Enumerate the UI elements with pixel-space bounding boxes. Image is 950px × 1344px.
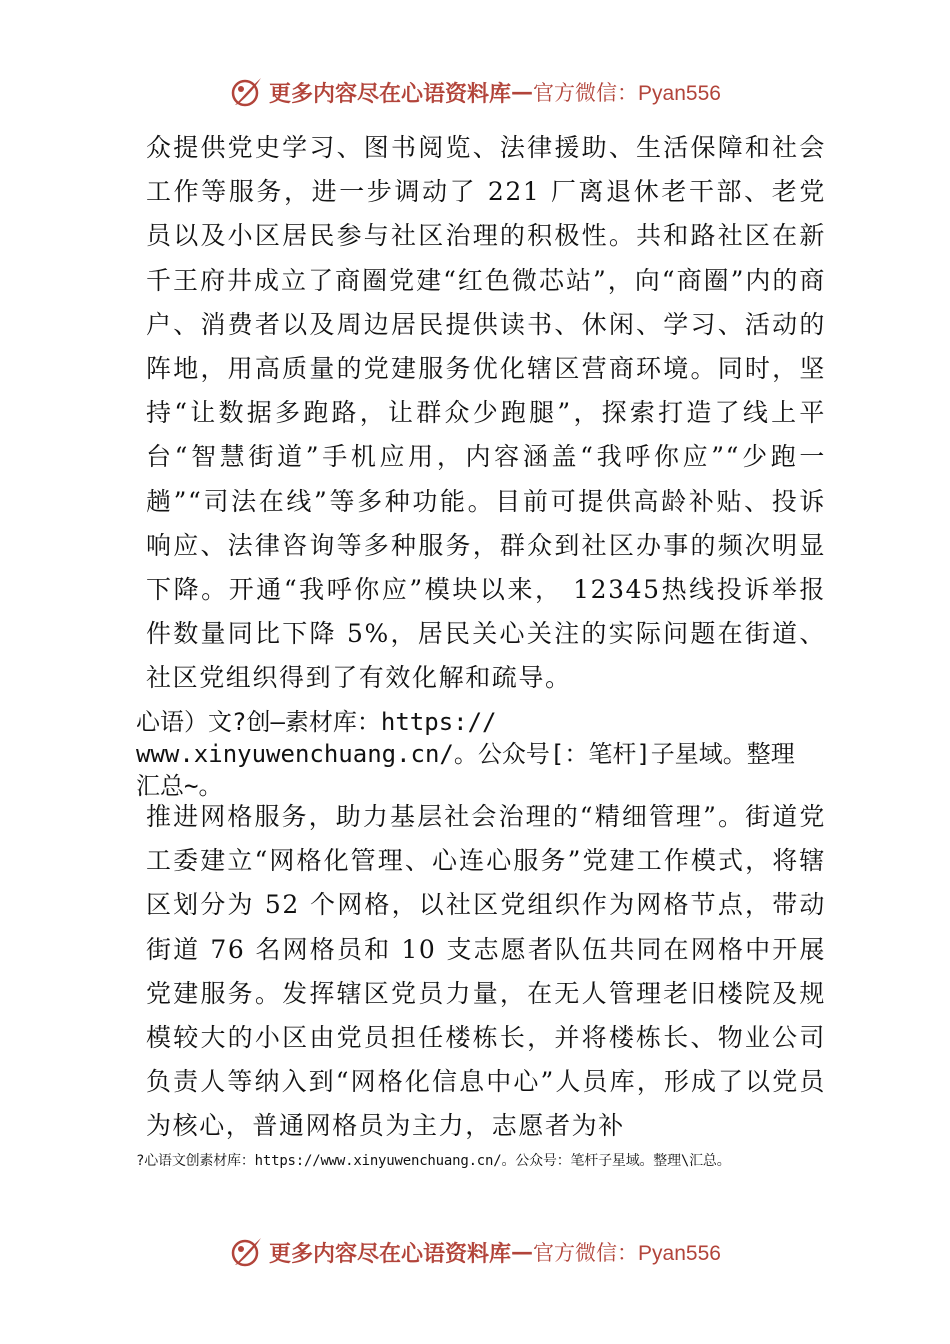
watermark-line-2: www.xinyuwenchuang.cn/。公众号[：笔杆]子星域。整理 <box>136 740 795 768</box>
footer-note: ?心语文创素材库：https://www.xinyuwenchuang.cn/。公众号：笔杆子星域。整理\汇总。 <box>136 1153 731 1169</box>
body-paragraph-2: 推进网格服务，助力基层社会治理的“精细管理”。街道党工委建立“网格化管理、心连心服务”党建工作模式，将辖区划分为 52 个网格，以社区党组织作为网格节点，带动街道 76 名网格员和 10 支志愿者队伍共同在网格中开展党建服务。发挥辖区党员力量，在无人管理老旧楼院及规模较大的小区由党员担任楼栋长，并将楼栋长、物业公司负责人等纳入到“网格化信息中心”人员库，形成了以党员为核心，普通网格员为主力，志愿者为补 <box>146 802 826 1141</box>
footer-banner <box>0 1232 950 1272</box>
watermark-line-3: 汇总~。 <box>136 772 223 800</box>
footer-separator: — <box>511 1239 534 1265</box>
header-banner <box>0 72 950 112</box>
footer-title: 更多内容尽在心语资料库 <box>269 1240 512 1267</box>
watermark-text <box>136 706 836 802</box>
header-separator: — <box>511 79 534 105</box>
header-contact: 官方微信：Pyan556 <box>533 82 721 105</box>
quill-logo-icon <box>229 1235 263 1269</box>
body-paragraph-1: 众提供党史学习、图书阅览、法律援助、生活保障和社会工作等服务，进一步调动了 221 厂离退休老干部、老党员以及小区居民参与社区治理的积极性。共和路社区在新千王府井成立了商圈党建“红色微芯站”，向“商圈”内的商户、消费者以及周边居民提供读书、休闲、学习、活动的阵地，用高质量的党建服务优化辖区营商环境。同时，坚持“让数据多跑路，让群众少跑腿”，探索打造了线上平台“智慧街道”手机应用，内容涵盖“我呼你应”“少跑一趟”“司法在线”等多种功能。目前可提供高龄补贴、投诉响应、法律咨询等多种服务，群众到社区办事的频次明显下降。开通“我呼你应”模块以来， 12345热线投诉举报件数量同比下降 5%，居民关心关注的实际问题在街道、社区党组织得到了有效化解和疏导。 <box>146 133 826 693</box>
footer-contact: 官方微信：Pyan556 <box>533 1242 721 1265</box>
quill-logo-icon <box>229 75 263 109</box>
watermark-line-1: 心语）文?创—素材库：https:// <box>136 708 497 736</box>
header-title: 更多内容尽在心语资料库 <box>269 80 512 107</box>
